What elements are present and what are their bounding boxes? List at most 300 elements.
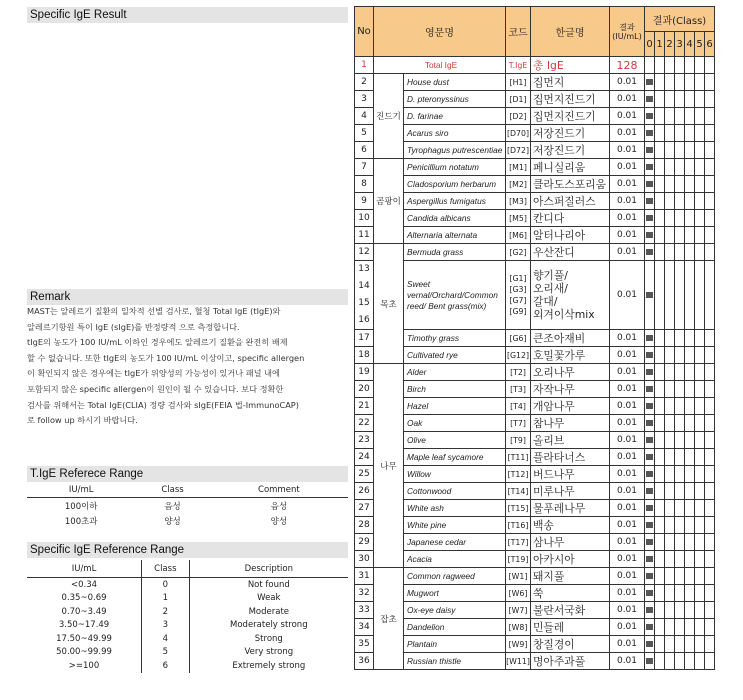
class-cell	[705, 432, 715, 449]
row-korean-name: 클라도스포리움	[531, 176, 610, 193]
group-label: 나무	[374, 364, 404, 568]
class-cell	[665, 653, 675, 670]
class-cell	[695, 210, 705, 227]
class-cell	[685, 602, 695, 619]
class-cell	[705, 74, 715, 91]
class-cell	[645, 74, 655, 91]
row-code: [G6]	[506, 330, 531, 347]
class-cell	[705, 57, 715, 74]
class-cell	[675, 534, 685, 551]
remark-line: 검사를 위해서는 Total IgE(CLIA) 정량 검사와 sIgE(FEIA 법-ImmunoCAP)	[27, 399, 299, 410]
row-english-name: Penicillium notatum	[404, 159, 506, 176]
class-cell	[705, 500, 715, 517]
row-result: 0.01	[610, 415, 645, 432]
row-code: [G1] [G3] [G7] [G9]	[506, 261, 531, 330]
row-no: 9	[355, 193, 374, 210]
class-level-bar	[646, 420, 653, 426]
header-result: 결과 (IU/mL)	[610, 7, 645, 57]
class-cell	[675, 619, 685, 636]
class-cell	[645, 636, 655, 653]
row-english-name: Timothy grass	[404, 330, 506, 347]
class-cell	[665, 193, 675, 210]
class-cell	[645, 381, 655, 398]
row-no: 20	[355, 381, 374, 398]
class-cell	[675, 364, 685, 381]
class-cell	[685, 74, 695, 91]
class-cell	[675, 159, 685, 176]
row-code: [G12]	[506, 347, 531, 364]
row-result: 0.01	[610, 142, 645, 159]
class-cell	[655, 517, 665, 534]
allergen-row	[355, 500, 715, 517]
class-cell	[665, 619, 675, 636]
row-korean-name: 명아주과풀	[531, 653, 610, 670]
class-cell	[695, 636, 705, 653]
row-korean-name: 아카시아	[531, 551, 610, 568]
class-cell	[705, 244, 715, 261]
row-code: [W1]	[506, 568, 531, 585]
class-cell	[655, 142, 665, 159]
row-no: 32	[355, 585, 374, 602]
sige-range-cell: 17.50~49.99	[56, 633, 112, 644]
row-result: 0.01	[610, 551, 645, 568]
row-code: [T9]	[506, 432, 531, 449]
class-cell	[675, 432, 685, 449]
class-cell	[675, 210, 685, 227]
class-cell	[655, 381, 665, 398]
allergen-row	[355, 261, 715, 330]
class-level-bar	[646, 215, 653, 221]
row-korean-name: 우산잔디	[531, 244, 610, 261]
row-result: 0.01	[610, 74, 645, 91]
class-cell	[695, 568, 705, 585]
group-label: 잡초	[374, 568, 404, 670]
row-english-name: White ash	[404, 500, 506, 517]
sige-range-row	[27, 605, 348, 619]
row-result: 0.01	[610, 534, 645, 551]
sige-range-cell: Moderately strong	[230, 620, 308, 631]
tige-header-class: Class	[135, 482, 209, 498]
class-cell	[655, 125, 665, 142]
class-cell	[665, 534, 675, 551]
class-level-bar	[646, 147, 653, 153]
allergen-row	[355, 636, 715, 653]
sige-range-cell: 1	[142, 592, 190, 606]
row-korean-name: 개암나무	[531, 398, 610, 415]
class-cell	[665, 261, 675, 330]
allergen-row	[355, 517, 715, 534]
class-cell	[685, 330, 695, 347]
class-level-bar	[646, 249, 653, 255]
remark-title: Remark	[27, 289, 348, 305]
sige-range-cell: 0.70~3.49	[61, 606, 107, 617]
row-code: [T4]	[506, 398, 531, 415]
sige-range-cell: 2	[142, 605, 190, 619]
row-result: 0.01	[610, 330, 645, 347]
allergen-row	[355, 483, 715, 500]
class-cell	[645, 159, 655, 176]
class-cell	[695, 381, 705, 398]
class-cell	[695, 432, 705, 449]
class-cell	[675, 636, 685, 653]
row-code: [M2]	[506, 176, 531, 193]
row-korean-name: 쑥	[531, 585, 610, 602]
sige-range-row	[27, 592, 348, 606]
class-cell	[675, 517, 685, 534]
class-cell	[695, 415, 705, 432]
class-cell	[665, 159, 675, 176]
class-cell	[705, 585, 715, 602]
row-code: [T3]	[506, 381, 531, 398]
class-cell	[675, 568, 685, 585]
row-result: 0.01	[610, 653, 645, 670]
class-level-bar	[646, 573, 653, 579]
sige-range-cell: >=100	[68, 660, 100, 671]
row-english-name: Tyrophagus putrescentiae	[404, 142, 506, 159]
sige-range-cell: 6	[142, 659, 190, 673]
class-level-bar	[646, 369, 653, 375]
header-no: No	[355, 7, 374, 57]
class-cell	[695, 125, 705, 142]
row-korean-name: 집먼지진드기	[531, 91, 610, 108]
row-no: 25	[355, 466, 374, 483]
class-cell	[705, 602, 715, 619]
row-no: 12	[355, 244, 374, 261]
allergen-row	[355, 381, 715, 398]
class-cell	[675, 381, 685, 398]
class-cell	[695, 466, 705, 483]
class-level-bar	[646, 607, 653, 613]
class-cell	[645, 108, 655, 125]
tige-range-cell: 양성	[270, 516, 288, 527]
row-no: 28	[355, 517, 374, 534]
class-cell	[645, 534, 655, 551]
tige-range-table	[27, 482, 348, 528]
allergen-row	[355, 415, 715, 432]
class-cell	[685, 585, 695, 602]
allergen-row	[355, 347, 715, 364]
class-cell	[645, 619, 655, 636]
class-cell	[645, 57, 655, 74]
class-cell	[705, 619, 715, 636]
class-cell	[685, 176, 695, 193]
class-cell	[655, 91, 665, 108]
class-cell	[665, 142, 675, 159]
class-level-bar	[646, 79, 653, 85]
class-cell	[685, 347, 695, 364]
class-cell	[685, 108, 695, 125]
class-cell	[665, 568, 675, 585]
class-cell	[685, 227, 695, 244]
row-code: [T14]	[506, 483, 531, 500]
class-cell	[645, 653, 655, 670]
row-no: 8	[355, 176, 374, 193]
class-cell	[645, 261, 655, 330]
row-result: 0.01	[610, 193, 645, 210]
class-cell	[645, 142, 655, 159]
allergen-row	[355, 534, 715, 551]
row-english-name: Acacia	[404, 551, 506, 568]
class-cell	[675, 602, 685, 619]
row-no: 34	[355, 619, 374, 636]
sige-range-cell: Extremely strong	[232, 660, 306, 671]
row-korean-name: 불란서국화	[531, 602, 610, 619]
class-level-bar	[646, 130, 653, 136]
allergen-row	[355, 551, 715, 568]
row-no: 18	[355, 347, 374, 364]
class-cell	[655, 500, 665, 517]
class-level-bar	[646, 292, 653, 298]
row-english-name: Japanese cedar	[404, 534, 506, 551]
class-cell	[645, 227, 655, 244]
class-cell	[685, 398, 695, 415]
class-cell	[695, 74, 705, 91]
allergen-row	[355, 398, 715, 415]
row-no: 1	[355, 57, 374, 74]
class-cell	[705, 227, 715, 244]
row-result: 0.01	[610, 585, 645, 602]
row-no: 10	[355, 210, 374, 227]
row-no: 2	[355, 74, 374, 91]
class-cell	[695, 176, 705, 193]
class-cell	[705, 653, 715, 670]
row-english-name: Oak	[404, 415, 506, 432]
class-cell	[695, 551, 705, 568]
header-english-name: 영문명	[374, 7, 506, 57]
class-cell	[695, 91, 705, 108]
row-korean-name: 호밀꽃가루	[531, 347, 610, 364]
class-cell	[655, 415, 665, 432]
class-level-bar	[646, 113, 653, 119]
remark-line: 로 follow up 하시기 바랍니다.	[27, 415, 138, 426]
allergen-row	[355, 466, 715, 483]
class-cell	[645, 551, 655, 568]
header-class-4: 4	[685, 32, 695, 57]
class-cell	[695, 483, 705, 500]
class-cell	[685, 449, 695, 466]
sige-range-cell: 0	[142, 578, 190, 592]
class-cell	[655, 568, 665, 585]
row-result: 0.01	[610, 210, 645, 227]
row-no: 13 14 15 16	[355, 261, 374, 330]
row-no: 26	[355, 483, 374, 500]
class-cell	[675, 108, 685, 125]
class-cell	[705, 193, 715, 210]
class-cell	[665, 415, 675, 432]
class-cell	[685, 636, 695, 653]
row-english-name: Common ragweed	[404, 568, 506, 585]
row-english-name: Cottonwood	[404, 483, 506, 500]
class-cell	[645, 500, 655, 517]
row-code: [M6]	[506, 227, 531, 244]
class-cell	[665, 347, 675, 364]
row-english-name: Maple leaf sycamore	[404, 449, 506, 466]
allergen-row	[355, 227, 715, 244]
class-cell	[705, 483, 715, 500]
class-cell	[665, 125, 675, 142]
row-result: 0.01	[610, 227, 645, 244]
row-korean-name: 민들레	[531, 619, 610, 636]
class-cell	[675, 91, 685, 108]
remark-line: tIgE의 농도가 100 IU/mL 이하인 경우에도 알레르기 질환을 완전히 배제	[27, 337, 288, 348]
row-korean-name: 집먼지진드기	[531, 108, 610, 125]
class-cell	[665, 210, 675, 227]
row-code: [W6]	[506, 585, 531, 602]
row-code: [W8]	[506, 619, 531, 636]
class-cell	[655, 159, 665, 176]
class-cell	[655, 347, 665, 364]
class-cell	[675, 193, 685, 210]
row-korean-name: 참나무	[531, 415, 610, 432]
group-label: 곰팡이	[374, 159, 404, 244]
class-cell	[685, 57, 695, 74]
class-cell	[675, 57, 685, 74]
class-cell	[675, 483, 685, 500]
sige-range-table	[27, 560, 348, 673]
row-result: 0.01	[610, 432, 645, 449]
class-cell	[675, 227, 685, 244]
row-result: 0.01	[610, 176, 645, 193]
class-cell	[665, 364, 675, 381]
allergen-row	[355, 176, 715, 193]
row-korean-name: 오리나무	[531, 364, 610, 381]
class-cell	[685, 466, 695, 483]
class-cell	[705, 330, 715, 347]
class-level-bar	[646, 624, 653, 630]
class-cell	[685, 91, 695, 108]
row-english-name: Candida albicans	[404, 210, 506, 227]
row-result: 0.01	[610, 483, 645, 500]
row-no: 33	[355, 602, 374, 619]
class-level-bar	[646, 335, 653, 341]
class-cell	[685, 125, 695, 142]
tige-range-row	[27, 513, 348, 528]
class-cell	[685, 381, 695, 398]
class-cell	[685, 415, 695, 432]
class-cell	[705, 636, 715, 653]
header-class-2: 2	[665, 32, 675, 57]
row-no: 5	[355, 125, 374, 142]
class-cell	[685, 534, 695, 551]
class-level-bar	[646, 488, 653, 494]
class-cell	[655, 227, 665, 244]
class-cell	[655, 176, 665, 193]
row-no: 29	[355, 534, 374, 551]
row-code: [T2]	[506, 364, 531, 381]
sige-range-cell: 4	[142, 632, 190, 646]
row-english-name: D. pteronyssinus	[404, 91, 506, 108]
row-result: 0.01	[610, 261, 645, 330]
row-code: [H1]	[506, 74, 531, 91]
class-cell	[665, 176, 675, 193]
remark-line: 포함되지 않은 specific allergen이 원인이 될 수 있습니다. 보다 정확한	[27, 383, 284, 394]
class-cell	[675, 449, 685, 466]
class-cell	[645, 466, 655, 483]
row-code: [T17]	[506, 534, 531, 551]
row-result: 0.01	[610, 364, 645, 381]
class-cell	[705, 91, 715, 108]
class-level-bar	[646, 232, 653, 238]
class-cell	[685, 653, 695, 670]
sige-range-cell: 50.00~99.99	[56, 647, 112, 658]
class-cell	[705, 381, 715, 398]
class-cell	[645, 244, 655, 261]
row-no: 4	[355, 108, 374, 125]
row-code: [W7]	[506, 602, 531, 619]
allergen-row	[355, 568, 715, 585]
row-result: 0.01	[610, 347, 645, 364]
sige-range-cell: 3	[142, 619, 190, 633]
class-cell	[665, 381, 675, 398]
row-code: [M3]	[506, 193, 531, 210]
allergen-row	[355, 330, 715, 347]
class-level-bar	[646, 96, 653, 102]
row-korean-name: 페니실리움	[531, 159, 610, 176]
class-cell	[645, 449, 655, 466]
class-cell	[655, 653, 665, 670]
row-korean-name: 아스퍼질러스	[531, 193, 610, 210]
row-english-name: House dust	[404, 74, 506, 91]
class-cell	[645, 415, 655, 432]
class-cell	[655, 364, 665, 381]
class-cell	[695, 602, 705, 619]
class-cell	[705, 142, 715, 159]
class-cell	[645, 176, 655, 193]
class-cell	[685, 364, 695, 381]
row-result: 0.01	[610, 398, 645, 415]
class-cell	[655, 108, 665, 125]
row-no: 27	[355, 500, 374, 517]
class-cell	[655, 466, 665, 483]
class-level-bar	[646, 641, 653, 647]
row-english-name: Mugwort	[404, 585, 506, 602]
sige-range-row	[27, 646, 348, 660]
row-korean-name: 향기풀/ 오리새/ 갈대/ 외겨이삭mix	[531, 261, 610, 330]
class-cell	[705, 159, 715, 176]
class-cell	[665, 244, 675, 261]
remark-line: MAST는 알레르기 질환의 일차적 선별 검사로, 혈청 Total IgE (tIgE)와	[27, 306, 281, 316]
class-cell	[645, 568, 655, 585]
row-result: 0.01	[610, 125, 645, 142]
class-cell	[685, 142, 695, 159]
class-cell	[705, 534, 715, 551]
tige-range-cell: 100이하	[64, 501, 98, 512]
class-cell	[675, 176, 685, 193]
row-result: 0.01	[610, 108, 645, 125]
class-cell	[645, 193, 655, 210]
row-english-name: Aspergillus fumigatus	[404, 193, 506, 210]
class-cell	[705, 210, 715, 227]
row-code: [D1]	[506, 91, 531, 108]
allergen-result-table-wrap	[354, 6, 715, 670]
class-cell	[655, 602, 665, 619]
class-cell	[665, 91, 675, 108]
allergen-row	[355, 125, 715, 142]
class-cell	[675, 415, 685, 432]
sige-header-description: Description	[189, 560, 348, 578]
class-cell	[665, 449, 675, 466]
row-no: 21	[355, 398, 374, 415]
allergen-row	[355, 619, 715, 636]
row-english-name: Total IgE	[374, 57, 506, 74]
class-cell	[685, 210, 695, 227]
row-no: 35	[355, 636, 374, 653]
class-level-bar	[646, 164, 653, 170]
class-cell	[695, 159, 705, 176]
class-cell	[685, 261, 695, 330]
class-cell	[695, 142, 705, 159]
class-level-bar	[646, 471, 653, 477]
